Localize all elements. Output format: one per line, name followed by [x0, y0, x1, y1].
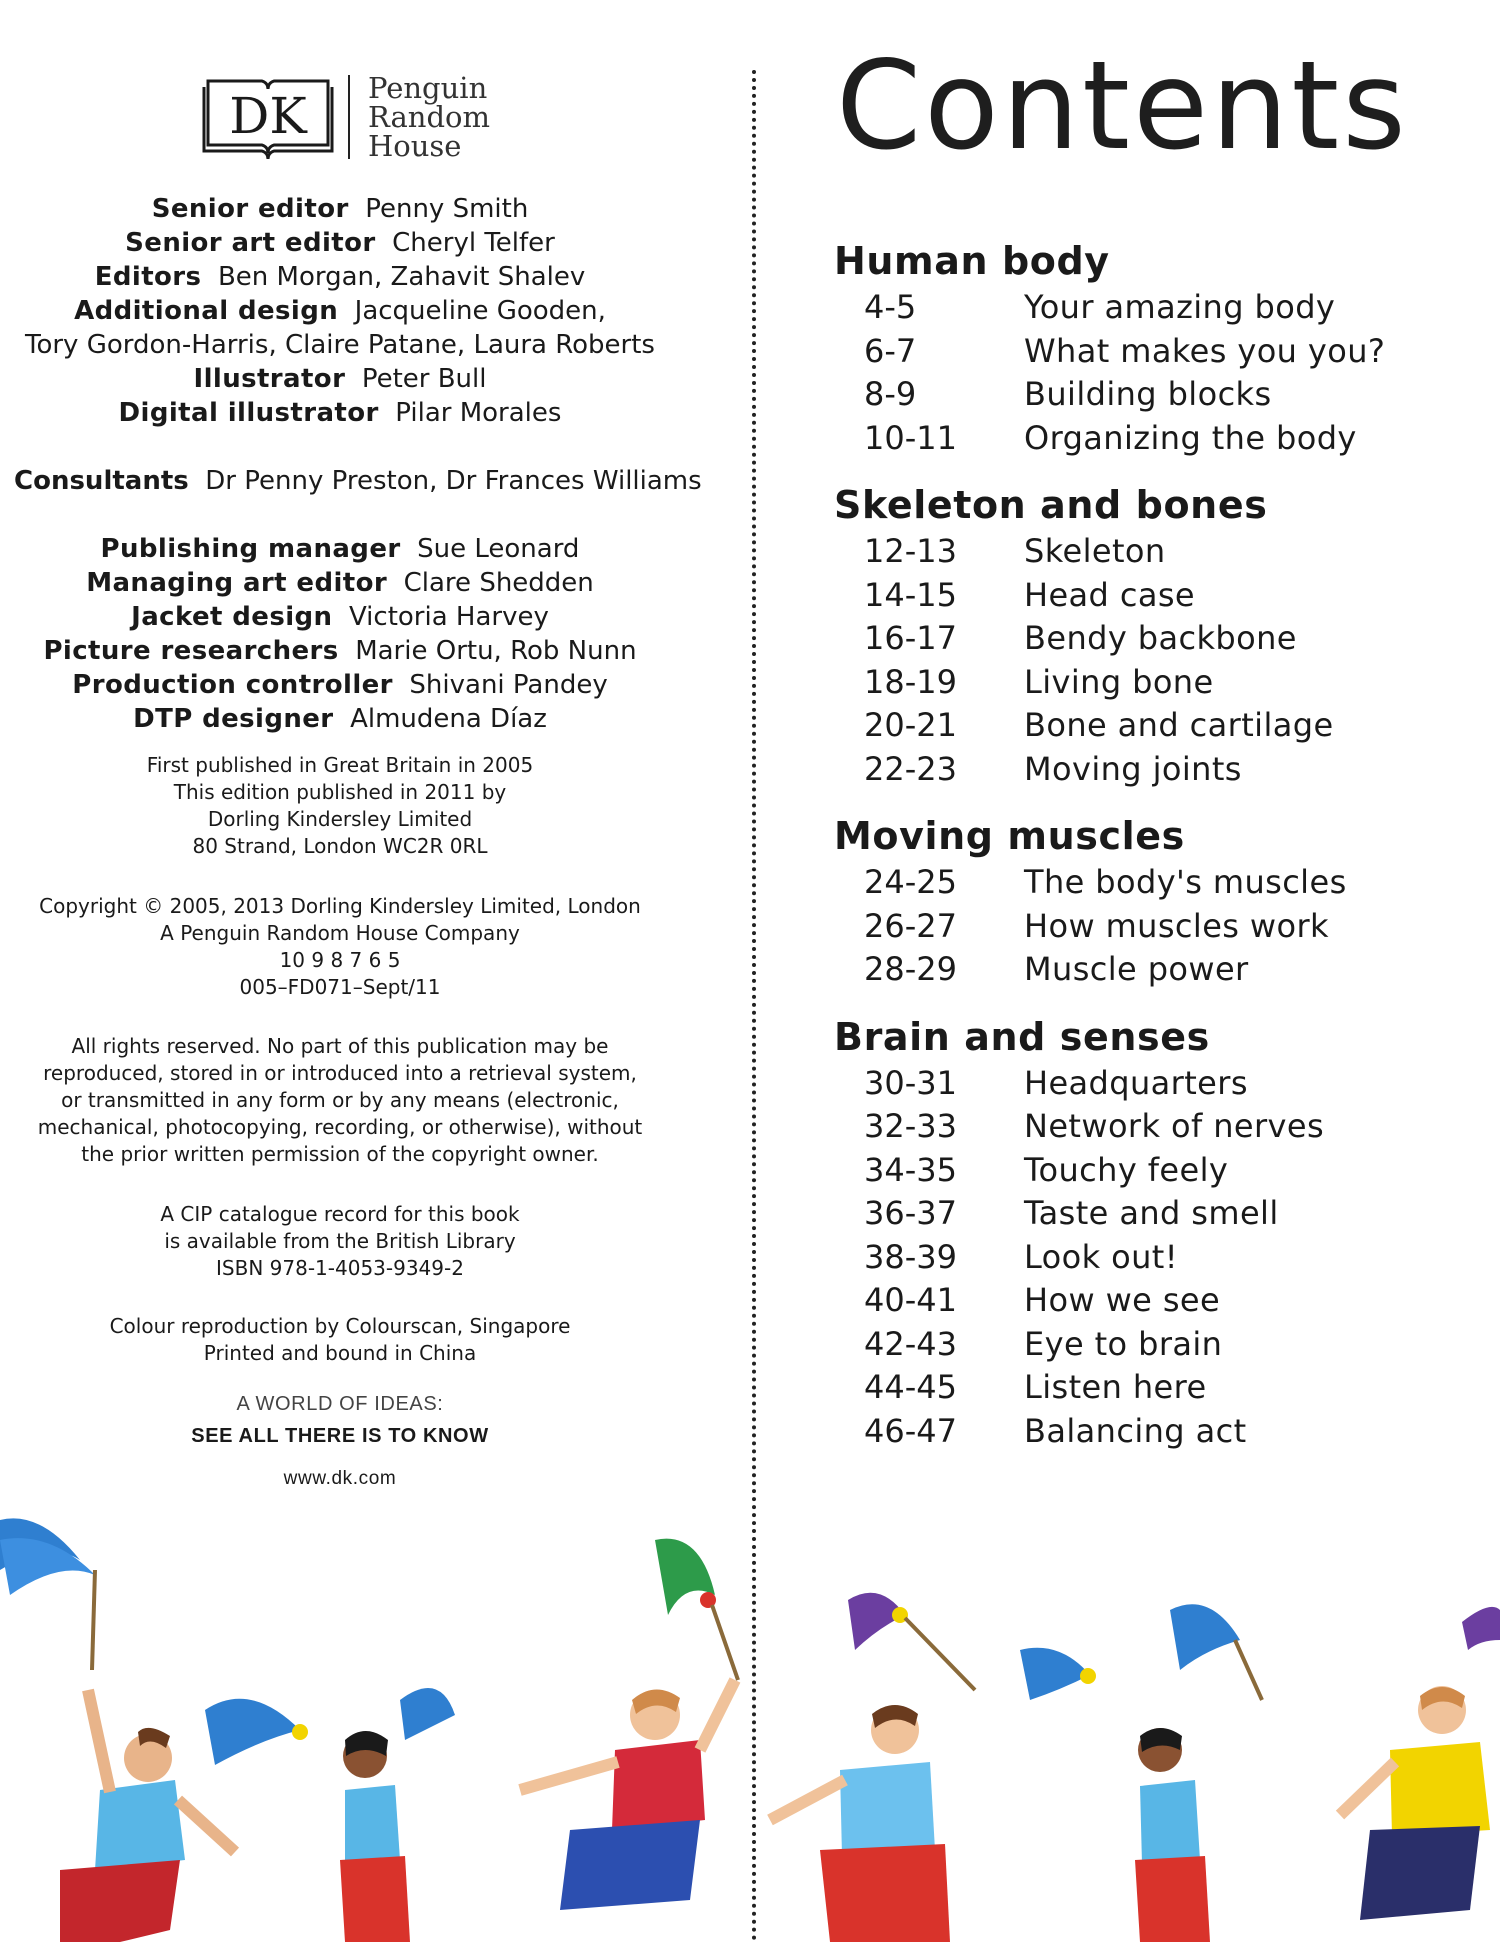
text-line: Copyright © 2005, 2013 Dorling Kindersley Limited, London	[39, 894, 641, 918]
credit-role: Senior art editor	[125, 228, 376, 258]
wordmark-line: House	[368, 128, 462, 163]
toc-entry[interactable]	[834, 1192, 1474, 1236]
streamer-blue-3-icon	[1020, 1648, 1096, 1700]
wordmark-line: Penguin	[368, 70, 488, 105]
section-heading: Moving muscles	[834, 814, 1185, 858]
credit-line	[0, 634, 680, 668]
entry-title: What makes you you?	[1024, 331, 1386, 370]
logo-separator	[348, 75, 350, 159]
entry-title: Bone and cartilage	[1024, 706, 1334, 744]
child-girl-2-icon	[1135, 1604, 1262, 1942]
page-range: 4-5	[864, 288, 917, 326]
credit-name: Dr Penny Preston, Dr Frances Williams	[205, 466, 702, 496]
toc-section-human-body	[834, 238, 1474, 460]
page-range: 18-19	[864, 662, 957, 701]
toc-section-skeleton	[834, 482, 1474, 791]
credit-role: Jacket design	[131, 602, 333, 632]
entry-title: Skeleton	[1024, 532, 1166, 570]
entry-title: How muscles work	[1024, 906, 1329, 945]
toc-entry[interactable]	[834, 1236, 1474, 1280]
text-line: Colour reproduction by Colourscan, Singapore	[109, 1314, 571, 1338]
credit-role: Consultants	[14, 466, 189, 496]
child-blue-shirt-2-icon	[770, 1705, 950, 1942]
credit-line	[0, 532, 680, 566]
toc-entry[interactable]	[834, 330, 1474, 374]
toc-entry[interactable]	[834, 373, 1474, 417]
toc-entry[interactable]	[834, 1410, 1474, 1454]
entry-title: Muscle power	[1024, 950, 1249, 988]
text-line: A Penguin Random House Company	[160, 921, 520, 945]
entry-title: Look out!	[1024, 1237, 1178, 1276]
dk-letters: DK	[229, 87, 307, 145]
rights-notice	[0, 1033, 680, 1168]
entry-title: Organizing the body	[1024, 418, 1357, 457]
credit-line	[0, 294, 680, 328]
text-line: All rights reserved. No part of this publication may be	[71, 1034, 609, 1058]
toc-entry[interactable]	[834, 574, 1474, 618]
page-range: 22-23	[864, 749, 957, 788]
text-line: mechanical, photocopying, recording, or otherwise), without	[37, 1115, 643, 1139]
credit-role: Digital illustrator	[118, 398, 379, 428]
copyright-info	[0, 893, 680, 1001]
page-range: 40-41	[864, 1281, 957, 1319]
toc-entry[interactable]	[834, 661, 1474, 705]
toc-entry[interactable]	[834, 704, 1474, 748]
toc-entry[interactable]	[834, 905, 1474, 949]
text-line: 10 9 8 7 6 5	[279, 948, 401, 972]
credits-list-2	[0, 532, 680, 736]
toc-entry[interactable]	[834, 748, 1474, 792]
page-range: 34-35	[864, 1150, 957, 1189]
credit-name: Penny Smith	[365, 194, 529, 224]
children-running-illustration	[0, 1500, 1500, 1942]
page-range: 30-31	[864, 1063, 957, 1102]
credit-role: Senior editor	[151, 194, 349, 224]
toc-entry[interactable]	[834, 1149, 1474, 1193]
page-range: 6-7	[864, 331, 917, 370]
toc-entry[interactable]	[834, 617, 1474, 661]
text-line: Printed and bound in China	[203, 1341, 477, 1365]
section-heading: Brain and senses	[834, 1014, 1210, 1059]
entry-title: Living bone	[1024, 662, 1214, 701]
credit-name: Clare Shedden	[403, 568, 594, 598]
credit-name: Tory Gordon-Harris, Claire Patane, Laura Roberts	[25, 330, 655, 360]
text-line: Dorling Kindersley Limited	[207, 807, 473, 831]
text-line: 80 Strand, London WC2R 0RL	[192, 834, 488, 858]
page-range: 28-29	[864, 950, 957, 988]
credit-name: Sue Leonard	[417, 534, 580, 564]
credit-role: DTP designer	[133, 704, 334, 734]
credit-line	[0, 600, 680, 634]
text-line: ISBN 978-1-4053-9349-2	[216, 1256, 464, 1280]
credit-line	[0, 226, 680, 260]
page-range: 42-43	[864, 1324, 957, 1363]
credits-list	[0, 192, 680, 430]
credit-role: Production controller	[72, 670, 393, 700]
streamer-purple-icon	[848, 1593, 975, 1690]
credit-line	[0, 702, 680, 736]
website-link[interactable]: www.dk.com	[283, 1468, 397, 1489]
text-line: This edition published in 2011 by	[173, 780, 507, 804]
credit-line	[0, 566, 680, 600]
credit-role: Managing art editor	[86, 568, 388, 598]
toc-section-brain	[834, 1014, 1474, 1454]
publisher-logo	[202, 72, 490, 162]
credit-name: Victoria Harvey	[348, 602, 549, 632]
credit-line	[0, 362, 680, 396]
credit-role: Picture researchers	[43, 636, 339, 666]
tagline-line-1: A WORLD OF IDEAS:	[236, 1393, 444, 1415]
page-range: 10-11	[864, 418, 957, 457]
page-range: 24-25	[864, 863, 957, 901]
wordmark-line: Random	[368, 99, 490, 134]
entry-title: Balancing act	[1024, 1411, 1247, 1450]
streamer-blue-icon	[0, 1518, 95, 1670]
credit-line	[0, 396, 680, 430]
section-heading: Human body	[834, 239, 1110, 283]
consultants-line	[14, 464, 702, 498]
credit-name: Cheryl Telfer	[392, 228, 555, 258]
credit-name: Ben Morgan, Zahavit Shalev	[217, 262, 586, 292]
toc-entry[interactable]	[834, 1105, 1474, 1149]
entry-title: How we see	[1024, 1281, 1221, 1319]
page-range: 36-37	[864, 1194, 957, 1232]
credit-role: Editors	[94, 262, 202, 292]
page-range: 26-27	[864, 906, 957, 945]
text-line: the prior written permission of the copyright owner.	[81, 1142, 599, 1166]
credit-role: Publishing manager	[100, 534, 401, 564]
credit-name: Almudena Díaz	[350, 704, 547, 734]
section-heading: Skeleton and bones	[834, 483, 1268, 527]
toc-entry[interactable]	[834, 1366, 1474, 1410]
entry-title: Head case	[1024, 575, 1196, 614]
publication-info	[0, 752, 680, 860]
entry-title: Headquarters	[1024, 1063, 1248, 1102]
credit-name: Jacqueline Gooden,	[354, 296, 606, 326]
credit-name: Shivani Pandey	[409, 670, 608, 700]
penguin-random-house-wordmark	[368, 70, 490, 163]
cip-record	[0, 1201, 680, 1282]
toc-entry[interactable]	[834, 948, 1474, 992]
table-of-contents	[834, 238, 1474, 1475]
entry-title: Taste and smell	[1024, 1194, 1279, 1232]
page-range: 8-9	[864, 375, 917, 413]
credit-line	[0, 668, 680, 702]
child-red-shirt-icon	[520, 1680, 735, 1910]
page-range: 32-33	[864, 1107, 957, 1145]
credit-name: Pilar Morales	[395, 398, 562, 428]
tagline-line-2: SEE ALL THERE IS TO KNOW	[191, 1425, 489, 1447]
entry-title: Touchy feely	[1024, 1150, 1229, 1189]
entry-title: The body's muscles	[1024, 863, 1347, 901]
page-range: 46-47	[864, 1411, 957, 1450]
credit-role: Illustrator	[193, 364, 346, 394]
text-line: First published in Great Britain in 2005	[146, 753, 534, 777]
credit-line	[0, 260, 680, 294]
toc-entry[interactable]	[834, 530, 1474, 574]
printing-info	[0, 1313, 680, 1367]
page-range: 16-17	[864, 619, 957, 657]
toc-entry[interactable]	[834, 1279, 1474, 1323]
entry-title: Network of nerves	[1024, 1107, 1325, 1145]
entry-title: Eye to brain	[1024, 1324, 1223, 1363]
toc-section-muscles	[834, 813, 1474, 992]
page-range: 14-15	[864, 575, 957, 614]
page-range: 20-21	[864, 706, 957, 744]
entry-title: Building blocks	[1024, 375, 1272, 413]
toc-entry[interactable]	[834, 861, 1474, 905]
credit-name: Peter Bull	[361, 364, 487, 394]
streamer-blue-2-icon	[205, 1699, 308, 1765]
credit-line	[0, 192, 680, 226]
page-range: 12-13	[864, 532, 957, 570]
text-line: 005–FD071–Sept/11	[239, 975, 441, 999]
child-yellow-shirt-icon	[1340, 1607, 1500, 1920]
streamer-green-icon	[655, 1539, 738, 1680]
page-range: 44-45	[864, 1368, 957, 1406]
text-line: reproduced, stored in or introduced into a retrieval system,	[43, 1061, 637, 1085]
credit-role: Additional design	[74, 296, 339, 326]
credit-line	[0, 328, 680, 362]
text-line: or transmitted in any form or by any means (electronic,	[61, 1088, 619, 1112]
toc-entry[interactable]	[834, 417, 1474, 461]
page-title: Contents	[836, 35, 1409, 177]
entry-title: Moving joints	[1024, 749, 1242, 788]
toc-entry[interactable]	[834, 1323, 1474, 1367]
dk-book-logo-icon	[202, 73, 334, 161]
text-line: is available from the British Library	[164, 1229, 516, 1253]
entry-title: Your amazing body	[1024, 288, 1336, 326]
credit-name: Marie Ortu, Rob Nunn	[355, 636, 637, 666]
page-range: 38-39	[864, 1237, 957, 1276]
entry-title: Bendy backbone	[1024, 619, 1297, 657]
toc-entry[interactable]	[834, 286, 1474, 330]
toc-entry[interactable]	[834, 1062, 1474, 1106]
entry-title: Listen here	[1024, 1368, 1207, 1406]
text-line: A CIP catalogue record for this book	[160, 1202, 520, 1226]
child-girl-icon	[340, 1688, 455, 1942]
